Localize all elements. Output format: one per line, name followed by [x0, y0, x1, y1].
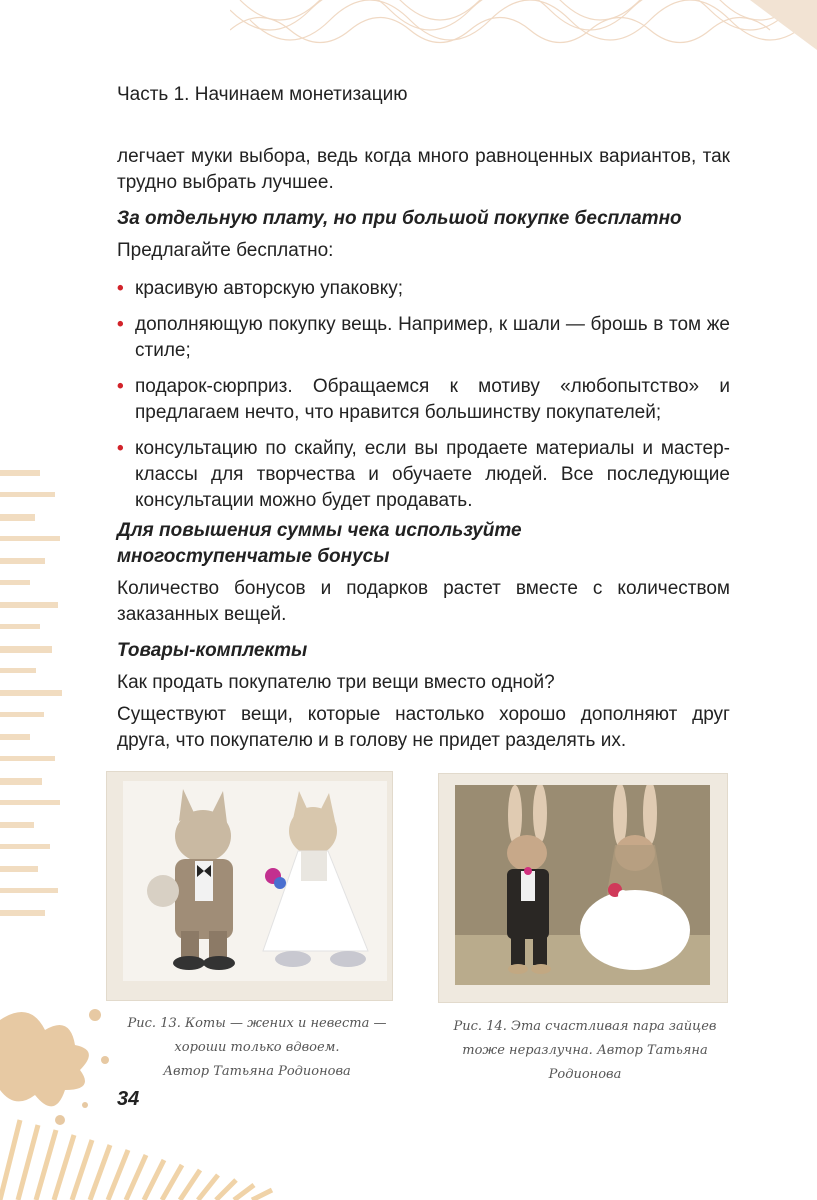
caption-line: тоже неразлучна. Автор Татьяна [462, 1043, 708, 1058]
caption-line: Рис. 14. Эта счастливая пара зайцев [453, 1019, 717, 1034]
bonus-list [117, 276, 730, 514]
page-number: 34 [117, 1088, 140, 1110]
figure-13-caption [107, 1012, 407, 1084]
caption-line: Родионова [548, 1067, 622, 1082]
bundle-question: Как продать покупателю три вещи вместо одной? [117, 672, 555, 693]
bonus-paragraph: Количество бонусов и подарков растет вместе с количеством заказанных вещей. [117, 578, 730, 625]
list-item: • красивую авторскую упаковку; [117, 276, 730, 302]
section-heading-multistep-bonus [117, 518, 730, 570]
caption-line: хороши только вдвоем. [174, 1040, 340, 1055]
cat-couple-image [123, 781, 387, 981]
top-lace-decoration [230, 0, 817, 60]
caption-line: Рис. 13. Коты — жених и невеста — [127, 1016, 387, 1031]
list-item: • подарок-сюрприз. Обращаемся к мотиву «любопытство» и предлагаем нечто, что нравится большинству покупателей; [117, 374, 730, 426]
bundle-paragraph: Существуют вещи, которые настолько хорошо дополняют друг друга, что покупателю и в голову не придет разделять их. [117, 704, 730, 751]
caption-line: Автор Татьяна Родионова [163, 1064, 351, 1079]
section-heading-bundles: Товары-комплекты [117, 640, 308, 661]
list-item: • консультацию по скайпу, если вы продаете материалы и мастер-классы для творчества и обучаете людей. Все последующие консультации можно будет продавать. [117, 436, 730, 514]
list-item: • дополняющую покупку вещь. Например, к шали — брошь в том же стиле; [117, 312, 730, 364]
figure-13-photo [123, 781, 387, 981]
heading-line: Для повышения суммы чека используйте [117, 520, 522, 541]
intro-paragraph: легчает муки выбора, ведь когда много равноценных вариантов, так трудно выбрать лучшее. [117, 146, 730, 193]
section-heading-free-offer: За отдельную плату, но при большой покупке бесплатно [117, 208, 682, 229]
figure-14-caption [435, 1015, 735, 1087]
running-head: Часть 1. Начинаем монетизацию [117, 84, 408, 105]
heading-line: многоступенчатые бонусы [117, 546, 390, 567]
left-stripe-decoration [0, 470, 70, 1030]
hare-couple-image [455, 785, 710, 985]
figure-14-photo [455, 785, 710, 985]
main-text [117, 144, 730, 754]
section-lead: Предлагайте бесплатно: [117, 240, 334, 261]
